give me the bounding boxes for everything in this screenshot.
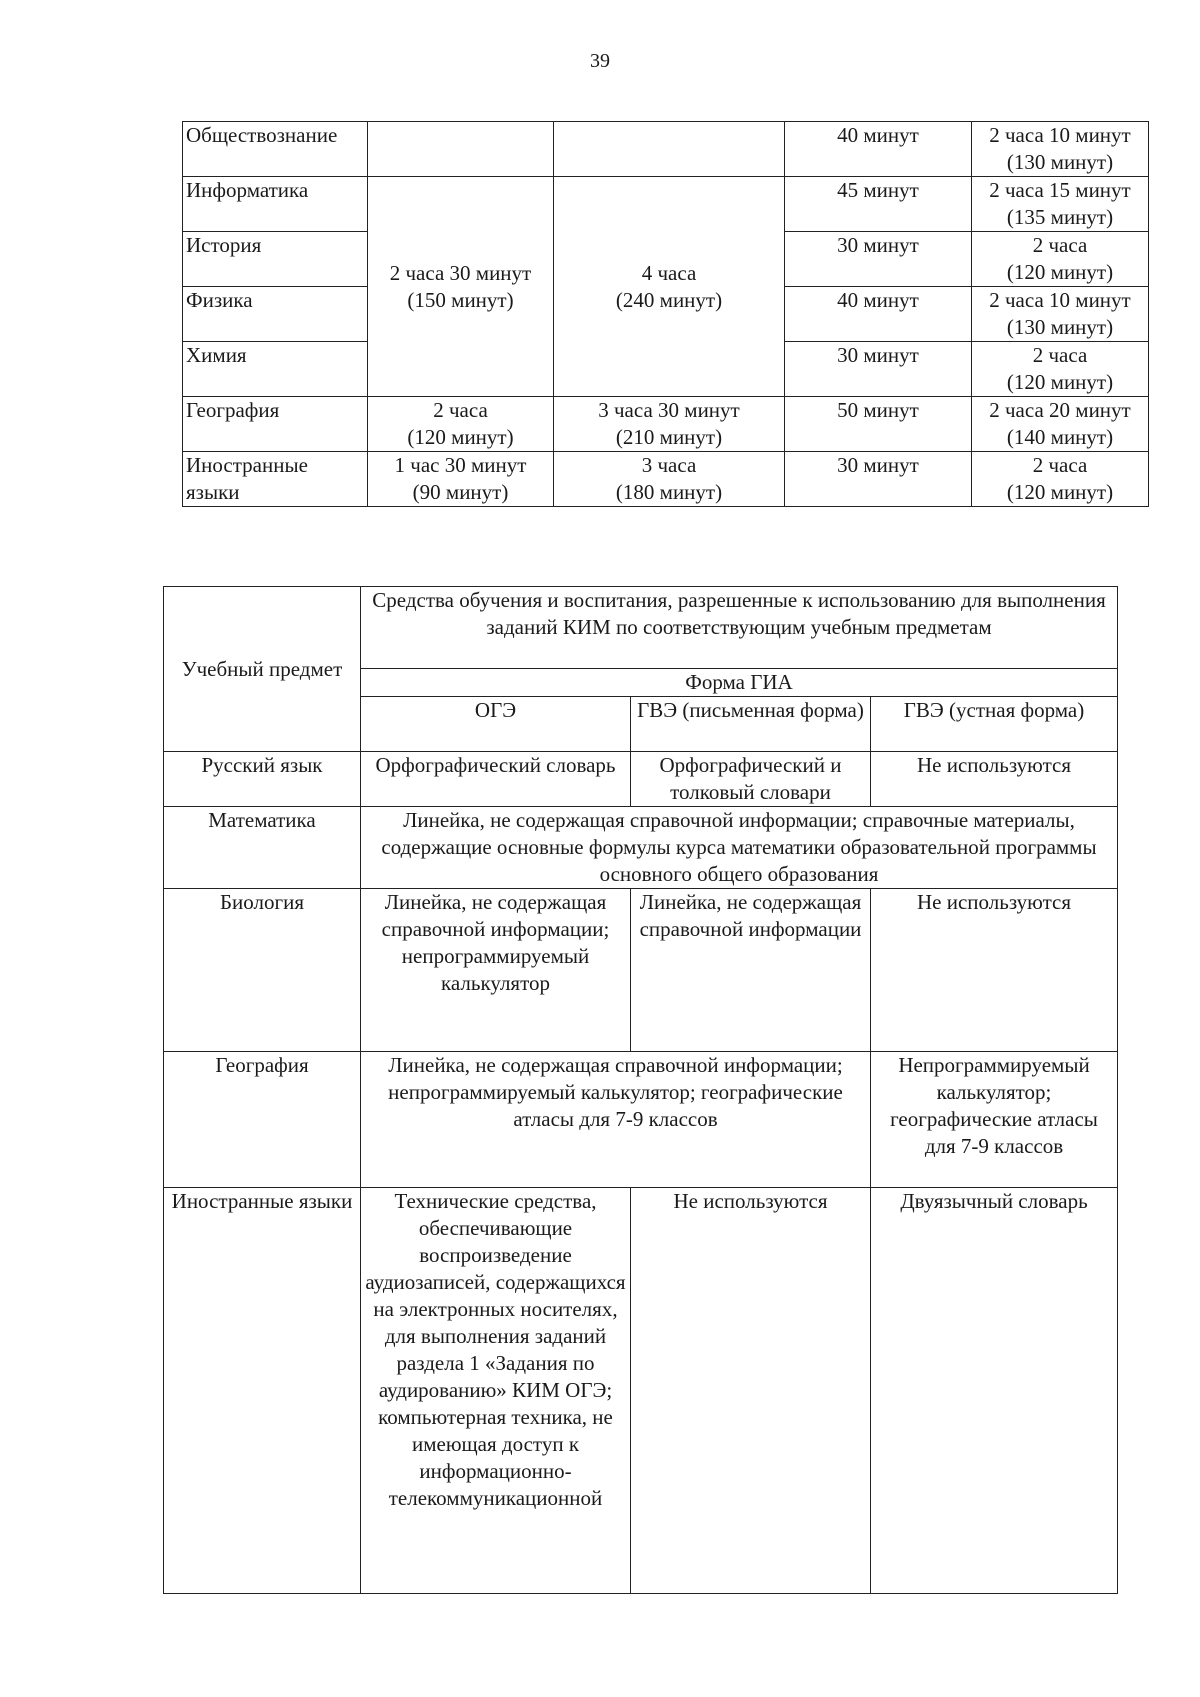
duration-line: 3 часа <box>641 453 697 477</box>
table-row <box>164 889 1118 1052</box>
duration-cell: 40 минут <box>785 122 972 177</box>
table-row <box>164 807 1118 889</box>
duration-line: 2 часа <box>1032 453 1088 477</box>
duration-cell <box>972 122 1149 177</box>
duration-cell <box>972 177 1149 232</box>
duration-cell: 30 минут <box>785 232 972 287</box>
header-gve-written: ГВЭ (письменная форма) <box>631 697 871 752</box>
duration-line: (180 минут) <box>615 480 723 504</box>
means-cell: Двуязычный словарь <box>871 1188 1118 1594</box>
header-means: Средства обучения и воспитания, разрешенные к использованию для выполнения заданий КИМ по соответствующим учебным предметам <box>361 587 1118 669</box>
duration-line: 2 часа <box>433 398 488 422</box>
duration-cell <box>554 452 785 507</box>
subject-cell: География <box>164 1052 361 1188</box>
table-row <box>183 397 1149 452</box>
duration-line: 2 часа 10 минут <box>989 288 1131 312</box>
duration-line: 3 часа 30 минут <box>598 398 740 422</box>
means-cell: Линейка, не содержащая справочной информации; непрограммируемый калькулятор; географические атласы для 7-9 классов <box>361 1052 871 1188</box>
duration-line: (120 минут) <box>1006 260 1114 284</box>
means-cell: Не используются <box>631 1188 871 1594</box>
duration-cell: 45 минут <box>785 177 972 232</box>
header-oge: ОГЭ <box>361 697 631 752</box>
subject-cell: История <box>183 232 368 287</box>
duration-line: (120 минут) <box>1006 370 1114 394</box>
subject-cell: Русский язык <box>164 752 361 807</box>
table-row <box>183 122 1149 177</box>
duration-line: (120 минут) <box>1006 480 1114 504</box>
duration-line: 2 часа 10 минут <box>989 123 1131 147</box>
table-row <box>164 1052 1118 1188</box>
duration-cell <box>368 452 554 507</box>
duration-line: 4 часа <box>641 260 697 285</box>
duration-line: (90 минут) <box>412 480 509 504</box>
means-cell: Технические средства, обеспечивающие воспроизведение аудиозаписей, содержащихся на электронных носителях, для выполнения заданий раздела 1 «Задания по аудированию» КИМ ОГЭ; компьютерная техника, не имеющая доступ к информационно-телекоммуникационной <box>361 1188 631 1594</box>
table-row <box>183 177 1149 232</box>
duration-cell: 30 минут <box>785 342 972 397</box>
duration-line: 2 часа 20 минут <box>989 398 1131 422</box>
means-cell: Не используются <box>871 752 1118 807</box>
duration-line: (150 минут) <box>407 287 514 312</box>
means-cell: Линейка, не содержащая справочной информации; справочные материалы, содержащие основные формулы курса математики образовательной программы основного общего образования <box>361 807 1118 889</box>
duration-cell <box>972 397 1149 452</box>
subject-cell: Информатика <box>183 177 368 232</box>
duration-line: 2 часа 30 минут <box>389 260 532 285</box>
duration-cell: 30 минут <box>785 452 972 507</box>
duration-cell <box>368 397 554 452</box>
duration-line: (240 минут) <box>615 287 723 312</box>
subject-cell: Математика <box>164 807 361 889</box>
exam-duration-table <box>182 121 1149 507</box>
means-cell: Непрограммируемый калькулятор; географические атласы для 7-9 классов <box>871 1052 1118 1188</box>
header-subject: Учебный предмет <box>164 587 361 752</box>
subject-cell: Физика <box>183 287 368 342</box>
duration-line: (130 минут) <box>1006 150 1114 174</box>
table-row <box>164 1188 1118 1594</box>
means-cell: Орфографический и толковый словари <box>631 752 871 807</box>
means-cell: Линейка, не содержащая справочной информации; непрограммируемый калькулятор <box>361 889 631 1052</box>
duration-cell <box>972 232 1149 287</box>
duration-line: (210 минут) <box>615 425 723 449</box>
subject-cell: Обществознание <box>183 122 368 177</box>
duration-line: 2 часа <box>1032 343 1088 367</box>
means-cell: Орфографический словарь <box>361 752 631 807</box>
duration-line: 1 час 30 минут <box>394 453 527 477</box>
duration-line: (120 минут) <box>407 425 514 449</box>
duration-cell <box>554 177 785 397</box>
duration-cell: 50 минут <box>785 397 972 452</box>
empty-cell <box>554 122 785 177</box>
means-cell: Линейка, не содержащая справочной информации <box>631 889 871 1052</box>
duration-cell <box>554 397 785 452</box>
duration-cell: 40 минут <box>785 287 972 342</box>
table-row <box>183 452 1149 507</box>
duration-cell <box>368 177 554 397</box>
table-row <box>164 752 1118 807</box>
subject-cell: Химия <box>183 342 368 397</box>
subject-cell: Иностранные языки <box>164 1188 361 1594</box>
duration-line: (140 минут) <box>1006 425 1114 449</box>
page-number: 39 <box>590 50 610 72</box>
duration-line: 2 часа 15 минут <box>989 178 1131 202</box>
duration-cell <box>972 452 1149 507</box>
table-row <box>164 587 1118 669</box>
duration-line: (135 минут) <box>1006 205 1114 229</box>
duration-cell <box>972 287 1149 342</box>
duration-cell <box>972 342 1149 397</box>
header-gve-oral: ГВЭ (устная форма) <box>871 697 1118 752</box>
duration-line: (130 минут) <box>1006 315 1114 339</box>
subject-cell: Биология <box>164 889 361 1052</box>
duration-line: 2 часа <box>1032 233 1088 257</box>
subject-cell: Иностранные языки <box>183 452 368 507</box>
empty-cell <box>368 122 554 177</box>
means-cell: Не используются <box>871 889 1118 1052</box>
allowed-means-table <box>163 586 1118 1594</box>
header-form: Форма ГИА <box>361 669 1118 697</box>
subject-cell: География <box>183 397 368 452</box>
